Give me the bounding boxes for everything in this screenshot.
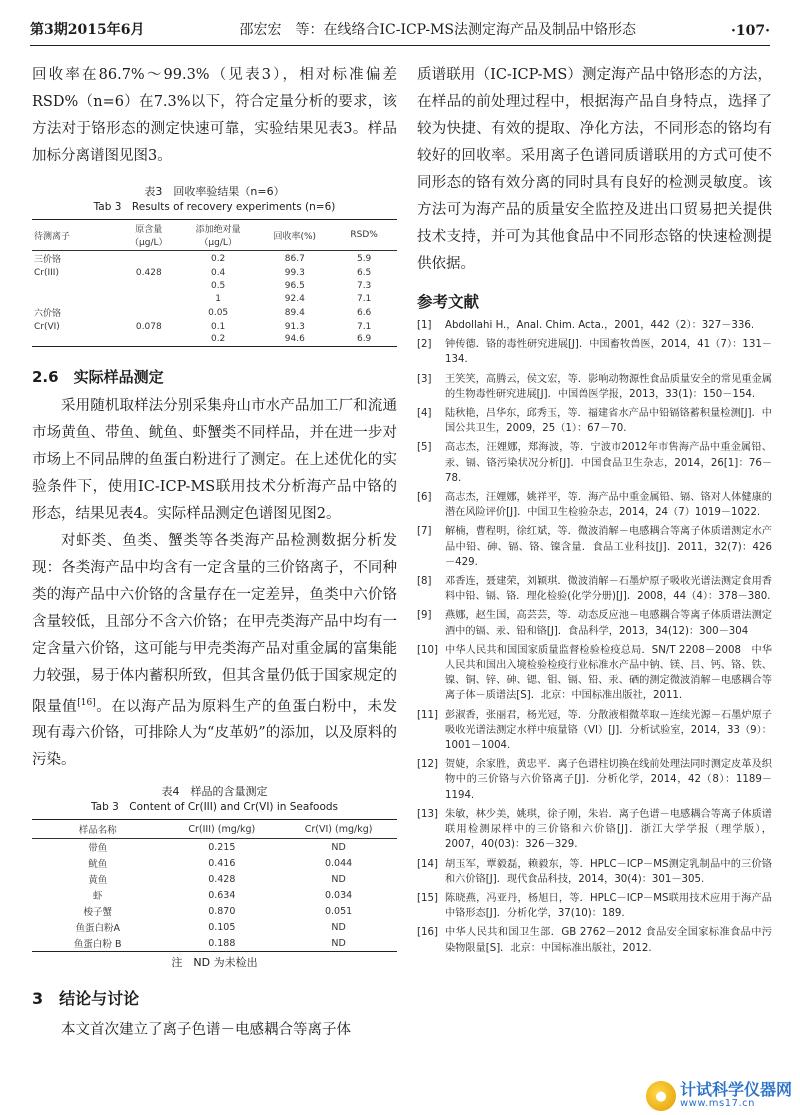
reference-number: [4] bbox=[417, 408, 432, 420]
reference-number: [13] bbox=[417, 808, 438, 820]
table-row bbox=[32, 855, 397, 871]
table-row bbox=[32, 871, 397, 887]
reference-number: [5] bbox=[417, 442, 432, 454]
table-cell: 7.1 bbox=[356, 321, 372, 332]
reference-text: 高志杰，汪娌娜，郑海波，等．宁波市2012年市售海产品中重金属铅、汞、镉、铬污染状况分析[J]．中国食品卫生杂志，2014，26[1]：76－78. bbox=[445, 442, 772, 484]
sample-name: 黄鱼 bbox=[88, 875, 108, 887]
table-cell: 0.4 bbox=[210, 267, 226, 278]
table-cell: 91.3 bbox=[284, 321, 305, 332]
table-cell: 96.5 bbox=[284, 280, 305, 291]
table-4-header: Cr(III) (mg/kg) bbox=[163, 820, 280, 839]
table-row bbox=[32, 839, 397, 856]
reference-item bbox=[417, 372, 772, 402]
table-row bbox=[32, 251, 397, 267]
table-cell: 7.1 bbox=[356, 293, 372, 304]
table-cell: 0.051 bbox=[324, 905, 353, 917]
table-cell: ND bbox=[331, 873, 346, 885]
table-cell: 0.2 bbox=[210, 334, 226, 345]
table-cell: 0.634 bbox=[208, 889, 236, 901]
reference-item bbox=[417, 757, 772, 803]
table-4-caption bbox=[32, 784, 397, 815]
table-row bbox=[32, 903, 397, 919]
reference-number: [6] bbox=[417, 492, 432, 504]
reference-number: [1] bbox=[417, 320, 432, 331]
table-cell: 0.416 bbox=[208, 857, 236, 869]
table-row bbox=[32, 887, 397, 903]
reference-number: [15] bbox=[417, 892, 438, 904]
paragraph-recovery: 回收率在86.7%～99.3%（见表3），相对标准偏差RSD%（n=6）在7.3%以下，符合定量分析的要求，该方法对于铬形态的测定快速可靠，实验结果见表3。样品加标分离谱图见图3。 bbox=[32, 67, 397, 164]
original-content: 0.078 bbox=[135, 321, 162, 332]
table-row bbox=[32, 266, 397, 279]
reference-item bbox=[417, 925, 772, 955]
reference-number: [10] bbox=[417, 644, 438, 656]
references-heading: 参考文献 bbox=[417, 293, 480, 311]
table-cell: 92.4 bbox=[284, 293, 305, 304]
table-cell: 6.5 bbox=[356, 267, 372, 278]
ion-name: 三价铬 bbox=[34, 255, 62, 265]
table-cell: ND bbox=[331, 937, 346, 949]
table-cell: 0.1 bbox=[210, 321, 226, 332]
table-4-note: 注 ND 为未检出 bbox=[171, 956, 258, 970]
reference-text: 解楠，曹程明，徐红斌，等．微波消解－电感耦合等离子体质谱测定水产品中铅、砷、镉、铬、镍含量．食品工业科技[J]．2011，32(7)：426－429. bbox=[445, 526, 772, 568]
watermark-text bbox=[680, 1082, 792, 1109]
reference-text: 陈晓燕，冯亚丹，杨旭日，等．HPLC－ICP－MS联用技术应用于海产品中铬形态[J]．分析化学，37(10)：189. bbox=[445, 892, 772, 920]
issue-label: 第3期2015年6月 bbox=[30, 22, 145, 38]
table-cell: 0.105 bbox=[208, 921, 236, 933]
table-cell: 0.215 bbox=[208, 841, 236, 853]
table-3-caption-en: Tab 3 Results of recovery experiments (n=6) bbox=[93, 201, 336, 213]
table-3-header: 原含量（μg/L） bbox=[120, 220, 178, 251]
table-row bbox=[32, 919, 397, 935]
table-3 bbox=[32, 184, 397, 347]
reference-number: [8] bbox=[417, 576, 432, 588]
reference-number: [9] bbox=[417, 610, 432, 622]
reference-item bbox=[417, 406, 772, 436]
table-cell: 94.6 bbox=[284, 334, 305, 345]
section-heading: 3 结论与讨论 bbox=[32, 989, 140, 1009]
table-cell: ND bbox=[331, 841, 346, 853]
reference-text: 燕娜，赵生国，高芸芸，等．动态反应池－电感耦合等离子体质谱法测定酒中的镉、汞、铅和铬[J]．食品科学，2013，34(12)：300－304 bbox=[445, 610, 772, 637]
sample-name: 鱼蛋白粉A bbox=[75, 923, 120, 935]
table-4-caption-en: Tab 3 Content of Cr(III) and Cr(VI) in Seafoods bbox=[90, 801, 339, 814]
reference-number: [2] bbox=[417, 339, 432, 351]
table-row bbox=[32, 279, 397, 292]
reference-number: [12] bbox=[417, 759, 438, 771]
table-3-header: 待测离子 bbox=[32, 220, 120, 251]
reference-item bbox=[417, 337, 772, 367]
paragraph-samples: 采用随机取样法分别采集舟山市水产品加工厂和流通市场黄鱼、带鱼、鱿鱼、虾蟹类不同样品，并在进一步对市场上不同品牌的鱼蛋白粉进行了测定。在上述优化的实验条件下，使用IC-ICP-MS联用技术分析海产品中铬的形态，结果见表4。实际样品测定色谱图见图2。 bbox=[32, 397, 397, 522]
reference-number: [11] bbox=[417, 709, 438, 721]
reference-text: 中华人民共和国卫生部．GB 2762－2012 食品安全国家标准食品中污染物限量[S]．北京：中国标准出版社，2012. bbox=[445, 927, 772, 954]
ion-name: 六价铬 bbox=[34, 309, 62, 319]
table-4 bbox=[32, 784, 397, 970]
ion-name: Cr(III) bbox=[34, 267, 59, 278]
reference-item bbox=[417, 524, 772, 570]
citation-ref[interactable]: [16] bbox=[77, 697, 96, 708]
table-4-grid bbox=[32, 819, 397, 952]
paragraph-analysis bbox=[32, 528, 397, 775]
reference-number: [3] bbox=[417, 373, 432, 385]
reference-item bbox=[417, 708, 772, 754]
reference-item bbox=[417, 891, 772, 921]
table-4-header: 样品名称 bbox=[32, 820, 163, 839]
table-cell: 0.188 bbox=[208, 937, 236, 949]
reference-list bbox=[417, 318, 772, 956]
sample-name: 虾 bbox=[92, 891, 103, 903]
reference-text: 陆秋艳，吕华东，邱秀玉，等．福建省水产品中铅镉铬蓄积量检测[J]．中国公共卫生，2009，25（1）：67－70. bbox=[445, 408, 772, 435]
sample-name: 带鱼 bbox=[88, 843, 108, 855]
sample-name: 梭子蟹 bbox=[83, 907, 112, 919]
reference-number: [16] bbox=[417, 927, 438, 939]
table-row bbox=[32, 333, 397, 346]
table-3-caption-zh: 表3 回收率验结果（n=6） bbox=[144, 185, 285, 198]
table-cell: 0.5 bbox=[210, 280, 226, 291]
table-cell: 0.034 bbox=[324, 889, 353, 901]
table-cell: 0.428 bbox=[208, 873, 236, 885]
paragraph-conclusion: 质谱联用（IC-ICP-MS）测定海产品中铬形态的方法，在样品的前处理过程中，根据海产品自身特点，选择了较为快捷、有效的提取、净化方法，不同形态的铬均有较好的回收率。采用离子色谱同质谱联用的方式可使不同形态的铬有效分离的同时具有良好的检测灵敏度。该方法可为海产品的质量安全监控及进出口贸易把关提供技术支持，并可为其他食品中不同形态铬的快速检测提供依据。 bbox=[417, 67, 772, 272]
sample-name: 鱼蛋白粉 B bbox=[73, 939, 122, 951]
paragraph-analysis-tail: 。在以海产品为原料生产的鱼蛋白粉中，未发现有毒六价铬，可排除人为“皮革奶”的添加，以及原料的污染。 bbox=[32, 698, 398, 769]
reference-text: 邓香连，聂建荣，刘颖琪．微波消解－石墨炉原子吸收光谱法测定食用香料中铅、镉、铬．理化检验(化学分册)[J]．2008，44（4）：378－380. bbox=[445, 576, 772, 603]
table-3-header: 回收率(%) bbox=[258, 220, 331, 251]
paragraph-conclusion-start: 本文首次建立了离子色谱－电感耦合等离子体 bbox=[61, 1022, 351, 1039]
left-column bbox=[32, 62, 397, 1044]
table-3-header: RSD% bbox=[331, 220, 397, 251]
table-cell: 6.9 bbox=[356, 334, 372, 345]
reference-text: 高志杰，汪娌娜，姚祥平，等．海产品中重金属铅、镉、铬对人体健康的潜在风险评价[J]．中国卫生检验杂志，2014，24（7）1019－1022. bbox=[445, 492, 772, 519]
table-row bbox=[32, 305, 397, 320]
sample-name: 鱿鱼 bbox=[88, 859, 108, 871]
table-4-caption-zh: 表4 样品的含量测定 bbox=[161, 785, 268, 799]
reference-text: 王笑笑，高腾云，侯文宏，等．影响动物源性食品质量安全的常见重金属的生物毒性研究进展[J]．中国兽医学报，2013，33(1)：150－154. bbox=[445, 373, 772, 400]
reference-item bbox=[417, 440, 772, 486]
table-3-caption bbox=[32, 184, 397, 215]
reference-number: [7] bbox=[417, 526, 432, 538]
table-cell: 0.870 bbox=[208, 905, 236, 917]
watermark-logo-icon: ● bbox=[646, 1081, 676, 1111]
table-cell: 0.05 bbox=[208, 307, 229, 318]
table-cell: 89.4 bbox=[284, 307, 305, 318]
reference-number: [14] bbox=[417, 858, 438, 870]
table-cell: 0.044 bbox=[324, 857, 353, 869]
table-cell: 1 bbox=[215, 293, 221, 304]
section-heading: 2.6 实际样品测定 bbox=[32, 367, 164, 386]
table-cell: 99.3 bbox=[284, 267, 305, 278]
paragraph-analysis-text: 对虾类、鱼类、蟹类等各类海产品检测数据分析发现：各类海产品中均含有一定含量的三价铬离子，不同种类的海产品中六价铬的含量存在一定差异，鱼类中六价铬含量较低，且部分不含六价铬；在甲壳类海产品中均有一定含量六价铬，这可能与甲壳类海产品对重金属的富集能力较强，易于体内蓄积所致，但其含量仍低于国家规定的限量值 bbox=[32, 532, 397, 715]
table-row bbox=[32, 292, 397, 305]
reference-item bbox=[417, 807, 772, 853]
table-cell: 7.3 bbox=[356, 280, 372, 291]
table-4-header: Cr(VI) (mg/kg) bbox=[280, 820, 397, 839]
reference-item bbox=[417, 490, 772, 520]
reference-text: 胡玉军，覃毅磊，赖毅东，等．HPLC－ICP－MS测定乳制品中的三价铬和六价铬[J]．现代食品科技，2014，30(4)：301－305. bbox=[445, 858, 772, 885]
original-content: 0.428 bbox=[135, 267, 162, 278]
page-number: ·107· bbox=[731, 23, 770, 39]
table-cell: 86.7 bbox=[284, 253, 305, 264]
table-cell: 0.2 bbox=[210, 253, 226, 264]
watermark-title: 计试科学仪器网 bbox=[679, 1080, 792, 1100]
reference-text: 朱敏，林少美，姚琪，徐子刚，朱岩．离子色谱－电感耦合等离子体质谱联用检测尿样中的三价铬和六价铬[J]．浙江大学学报（理学版），2007，40(03)：326－329. bbox=[445, 808, 772, 851]
table-3-grid bbox=[32, 219, 397, 347]
reference-text: 贺婕，余家胜，黄忠平．离子色谱柱切换在线前处理法同时测定皮革及织物中的三价铬与六价铬离子[J]．分析化学，2014，42（8）：1189－1194. bbox=[445, 759, 772, 801]
right-column bbox=[417, 62, 772, 960]
reference-text: 钟传德．铬的毒性研究进展[J]．中国畜牧兽医，2014，41（7）：131－134. bbox=[445, 339, 772, 366]
reference-text: 中华人民共和国国家质量监督检验检疫总局．SN/T 2208－2008 中华人民共和国出入境检验检疫行业标准水产品中钠、镁、吕、钙、铬、铁、镍、铜、锌、砷、锶、钼、镉、铅、汞、硒的测定微波消解－电感耦合等离子体－质谱法[S]．北京：中国标准出版社，2011. bbox=[445, 644, 772, 702]
reference-item bbox=[417, 643, 772, 704]
table-cell: 5.9 bbox=[356, 253, 372, 264]
reference-text: Abdollahi H.，Anal. Chim. Acta.，2001，442（2）：327－336. bbox=[445, 320, 755, 331]
page-header bbox=[30, 16, 770, 46]
running-title: 邵宏宏 等：在线络合IC-ICP-MS法测定海产品及制品中铬形态 bbox=[239, 22, 636, 38]
reference-text: 彭淑香，张丽君，杨光冠，等．分散液相微萃取－连续光源－石墨炉原子吸收光谱法测定水样中痕量铬（VI）[J]．分析试验室，2014，33（9）：1001－1004. bbox=[445, 709, 772, 752]
reference-item bbox=[417, 574, 772, 604]
reference-item bbox=[417, 608, 772, 638]
reference-item bbox=[417, 857, 772, 887]
table-3-header: 添加绝对量（μg/L） bbox=[178, 220, 258, 251]
watermark-url: www.ms17.cn bbox=[679, 1098, 755, 1110]
table-cell: 6.6 bbox=[356, 307, 372, 318]
table-row bbox=[32, 935, 397, 952]
ion-name: Cr(VI) bbox=[34, 321, 60, 332]
table-cell: ND bbox=[331, 921, 346, 933]
site-watermark bbox=[646, 1081, 792, 1111]
reference-item bbox=[417, 318, 772, 333]
table-row bbox=[32, 320, 397, 333]
